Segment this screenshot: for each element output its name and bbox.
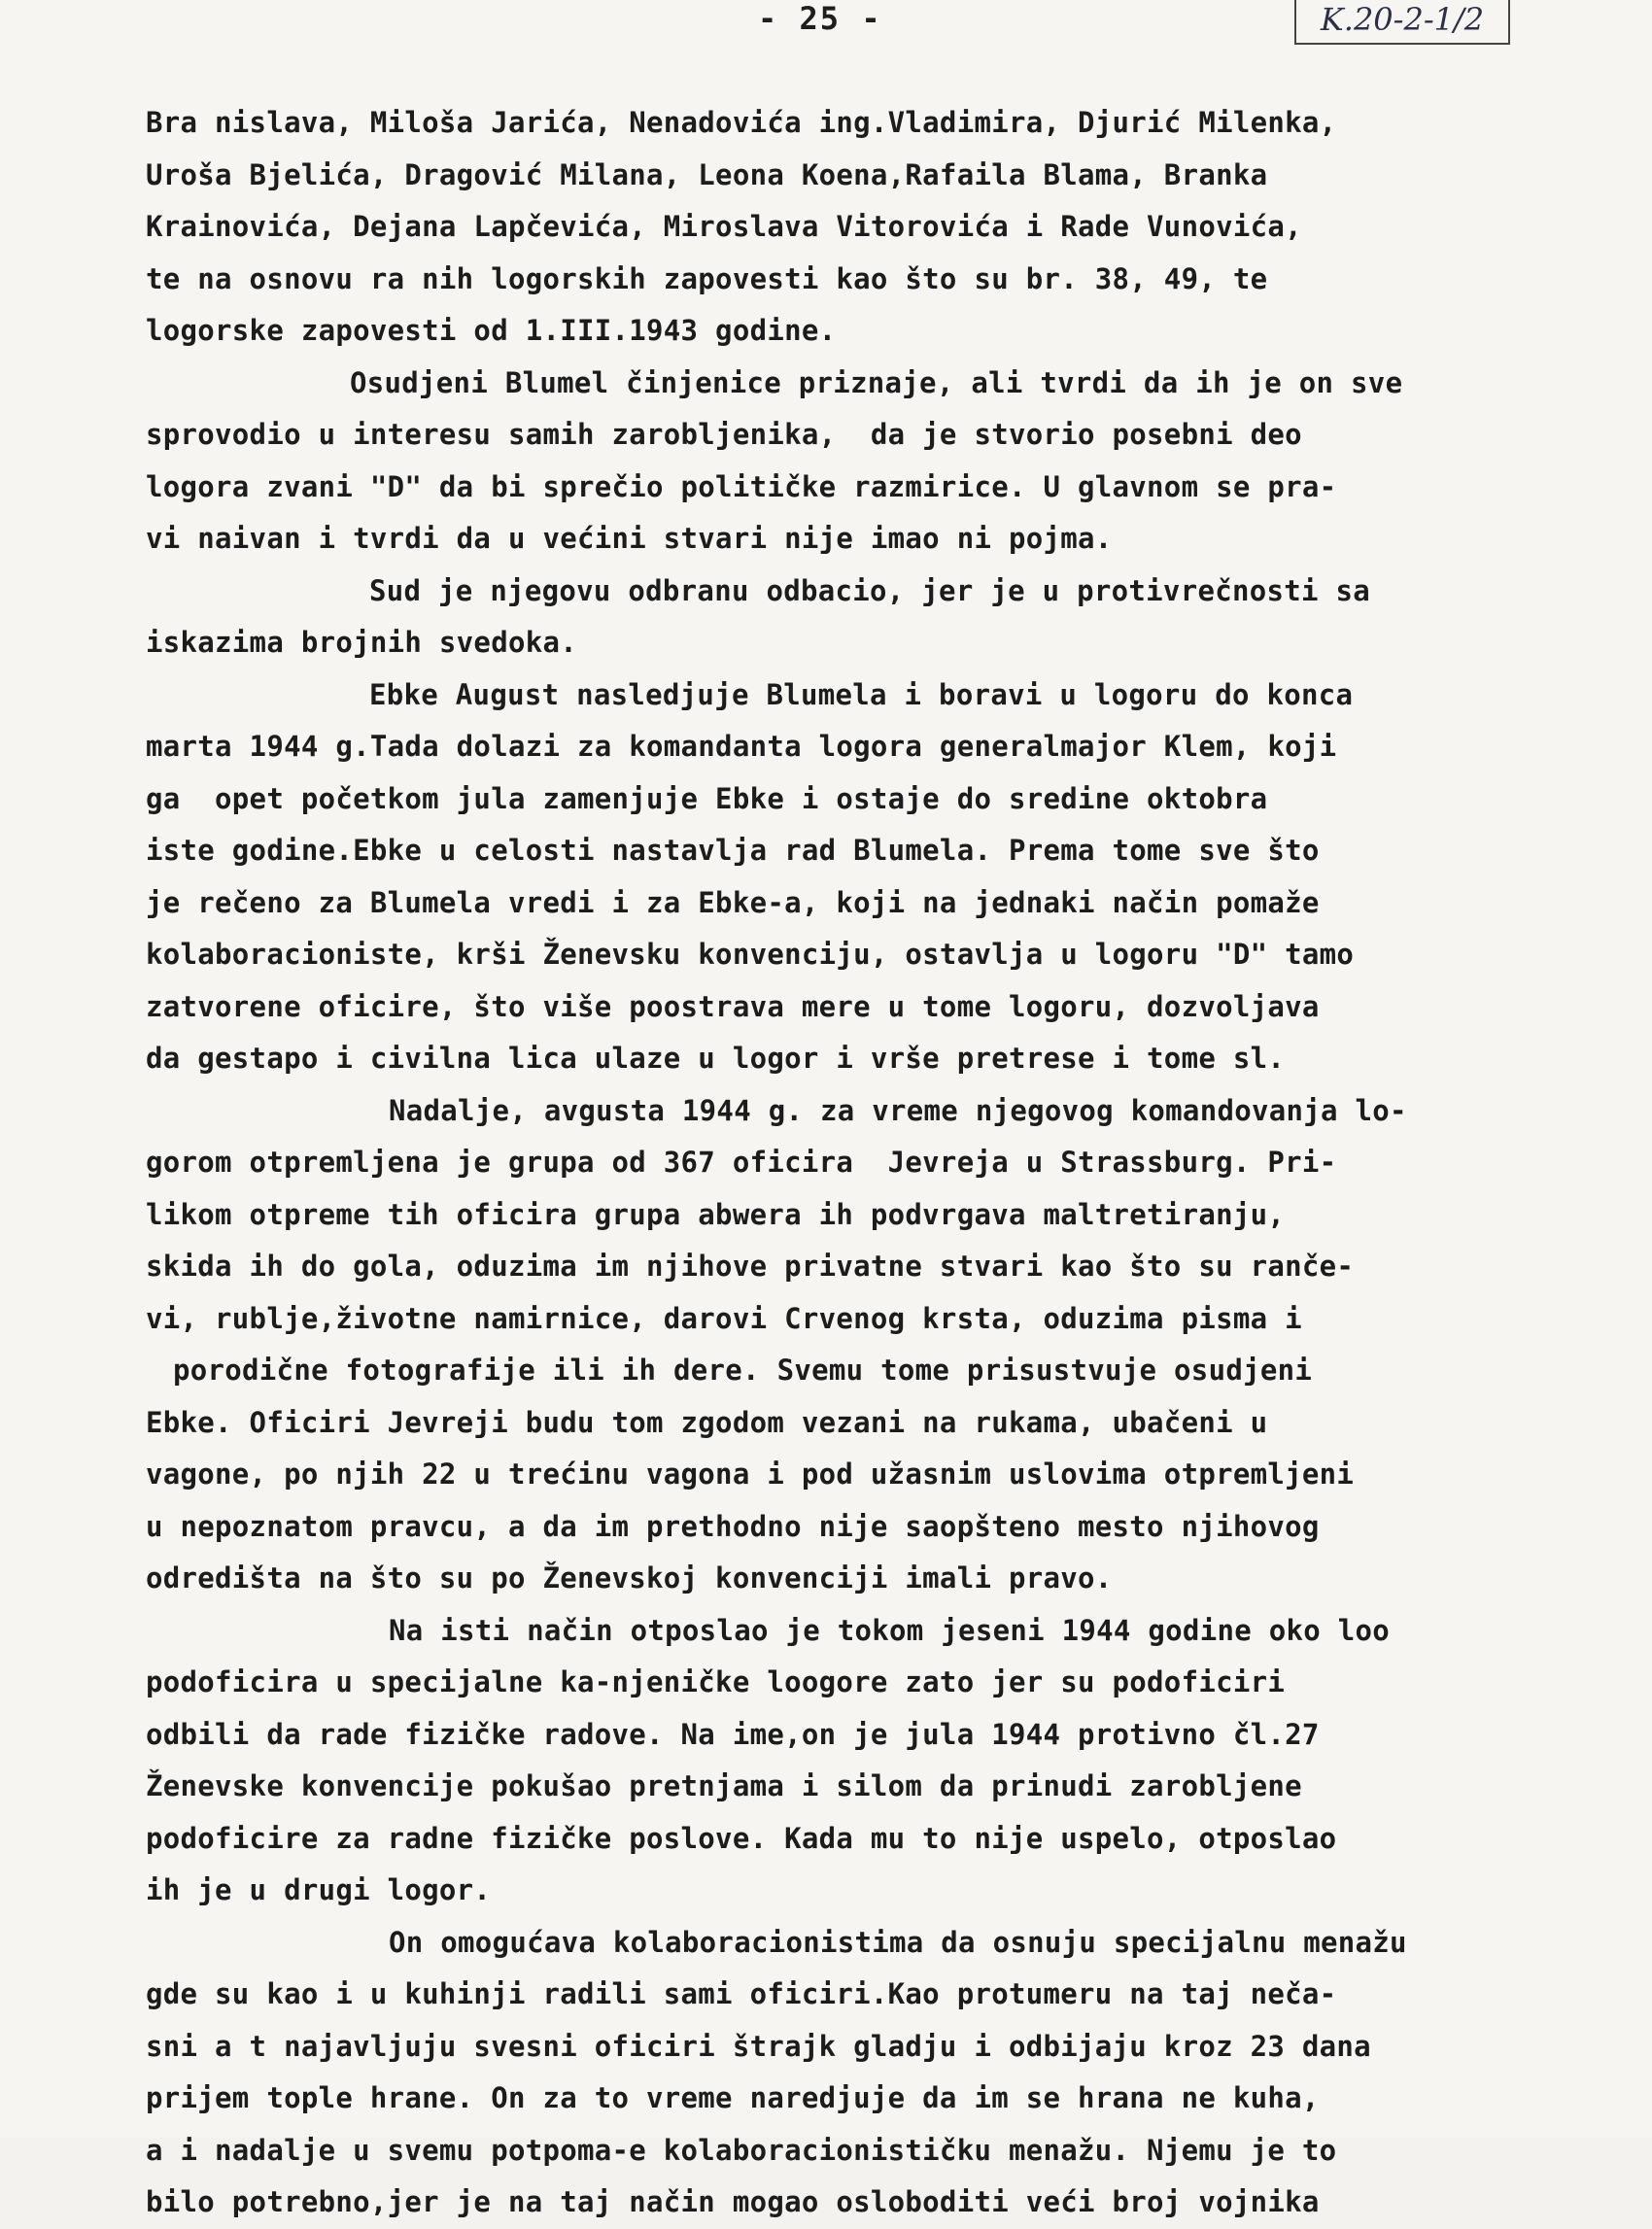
paragraph-start: Na isti način otposlao je tokom jeseni 1944 godine oko loo	[389, 1613, 1391, 1647]
text-line: logorske zapovesti od 1.III.1943 godine.	[146, 314, 837, 347]
text-line: vi, rublje,životne namirnice, darovi Crvenog krsta, oduzima pisma i	[146, 1301, 1302, 1335]
text-line: ga opet početkom jula zamenjuje Ebke i ostaje do sredine oktobra	[146, 781, 1268, 815]
text-line: podoficire za radne fizičke poslove. Kada mu to nije uspelo, otposlao	[146, 1821, 1337, 1855]
text-line: gde su kao i u kuhinji radili sami oficiri.Kao protumeru na taj neča-	[146, 1977, 1337, 2010]
text-line: marta 1944 g.Tada dolazi za komandanta logora generalmajor Klem, koji	[146, 730, 1337, 763]
text-line: je rečeno za Blumela vredi i za Ebke-a, koji na jednaki način pomaže	[146, 885, 1320, 919]
text-line: odbili da rade fizičke radove. Na ime,on je jula 1944 protivno čl.27	[146, 1717, 1320, 1751]
text-line: Bra nislava, Miloša Jarića, Nenadovića ing.Vladimira, Djurić Milenka,	[146, 106, 1337, 139]
text-line: logora zvani "D" da bi sprečio političke razmirice. U glavnom se pra-	[146, 469, 1337, 503]
text-line: te na osnovu ra nih logorskih zapovesti kao što su br. 38, 49, te	[146, 261, 1268, 295]
text-line: iskazima brojnih svedoka.	[146, 626, 577, 659]
text-line: vi naivan i tvrdi da u većini stvari nije imao ni pojma.	[146, 522, 1113, 555]
paragraph-start: Nadalje, avgusta 1944 g. za vreme njegovog komandovanja lo-	[389, 1093, 1407, 1127]
text-line: kolaboracioniste, krši Ženevsku konvenciju, ostavlja u logoru "D" tamo	[146, 938, 1355, 971]
text-line: likom otpreme tih oficira grupa abwera ih podvrgava maltretiranju,	[146, 1197, 1286, 1231]
page-number: - 25 -	[758, 0, 882, 37]
body-text	[146, 97, 1603, 2229]
text-line: zatvorene oficire, što više poostrava mere u tome logoru, dozvoljava	[146, 989, 1320, 1023]
text-line: sni a t najavljuju svesni oficiri štrajk gladju i odbijaju kroz 23 dana	[146, 2029, 1371, 2063]
text-line: iste godine.Ebke u celosti nastavlja rad Blumela. Prema tome sve što	[146, 834, 1320, 867]
text-line: skida ih do gola, oduzima im njihove privatne stvari kao što su ranče-	[146, 1250, 1355, 1283]
text-line: Krainovića, Dejana Lapčevića, Miroslava Vitorovića i Rade Vunovića,	[146, 210, 1302, 243]
text-line: a i nadalje u svemu potpoma-e kolaboracionističku menažu. Njemu je to	[146, 2133, 1337, 2167]
text-line: ih je u drugi logor.	[146, 1873, 492, 1906]
paragraph-start: Sud je njegovu odbranu odbacio, jer je u protivrečnosti sa	[369, 573, 1371, 607]
text-line: odredišta na što su po Ženevskoj konvenciji imali pravo.	[146, 1561, 1113, 1595]
text-line: da gestapo i civilna lica ulaze u logor i vrše pretrese i tome sl.	[146, 1042, 1286, 1075]
text-line: Ebke. Oficiri Jevreji budu tom zgodom vezani na rukama, ubačeni u	[146, 1405, 1268, 1439]
text-line: bilo potrebno,jer je na taj način mogao osloboditi veći broj vojnika	[146, 2185, 1320, 2218]
archive-reference-stamp: K.20-2-1/2	[1294, 0, 1510, 45]
paragraph-start: On omogućava kolaboracionistima da osnuju specijalnu menažu	[389, 1925, 1407, 1959]
paragraph-start: Osudjeni Blumel činjenice priznaje, ali tvrdi da ih je on sve	[350, 365, 1403, 399]
text-line: gorom otpremljena je grupa od 367 oficira Jevreja u Strassburg. Pri-	[146, 1146, 1337, 1179]
text-line: porodične fotografije ili ih dere. Svemu tome prisustvuje osudjeni	[173, 1354, 1313, 1387]
text-line: sprovodio u interesu samih zarobljenika, da je stvorio posebni deo	[146, 418, 1302, 451]
text-line: Ženevske konvencije pokušao pretnjama i silom da prinudi zarobljene	[146, 1769, 1302, 1802]
text-line: Uroša Bjelića, Dragović Milana, Leona Koena,Rafaila Blama, Branka	[146, 157, 1268, 191]
text-line: u nepoznatom pravcu, a da im prethodno nije saopšteno mesto njihovog	[146, 1509, 1320, 1543]
paragraph-start: Ebke August nasledjuje Blumela i boravi u logoru do konca	[369, 677, 1354, 711]
text-line: vagone, po njih 22 u trećinu vagona i pod užasnim uslovima otpremljeni	[146, 1457, 1355, 1491]
text-line: podoficira u specijalne ka-njeničke loogore zato jer su podoficiri	[146, 1665, 1286, 1698]
text-line: prijem tople hrane. On za to vreme naredjuje da im se hrana ne kuha,	[146, 2081, 1320, 2114]
